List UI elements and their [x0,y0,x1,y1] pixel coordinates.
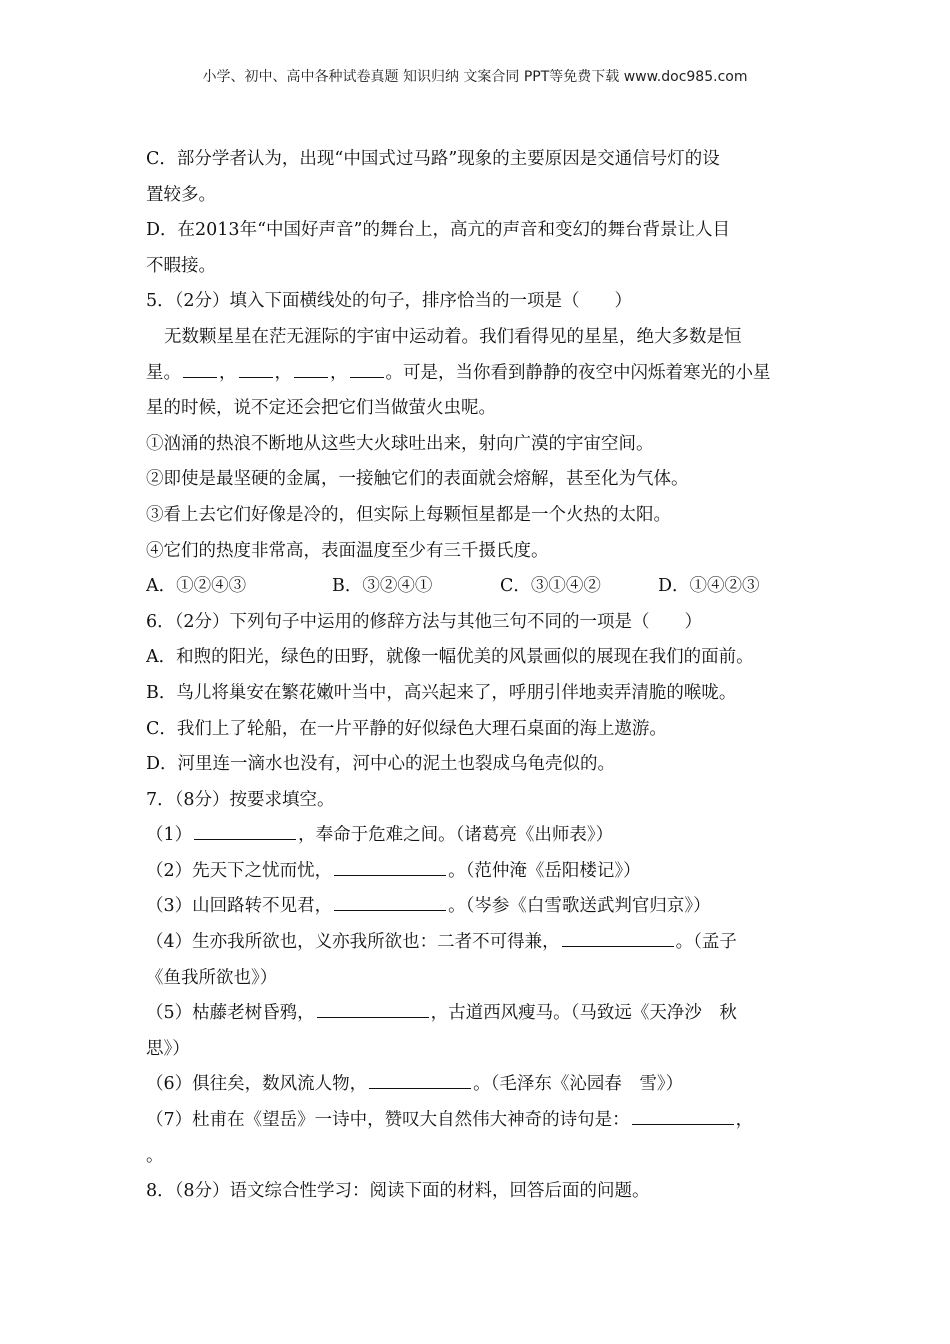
q8-stem: 8．（8分）语文综合性学习：阅读下面的材料，回答后面的问题。 [146,1181,650,1202]
q5-sentence-1: ①汹涌的热浪不断地从这些大火球吐出来，射向广漠的宇宙空间。 [146,433,654,454]
answer-blank[interactable] [632,1106,734,1125]
q5-option-a[interactable]: A．①②④③ [146,576,247,597]
q7-item-7-cont: 。 [146,1145,164,1166]
q6-option-a[interactable]: A．和煦的阳光，绿色的田野，就像一幅优美的风景画似的展现在我们的面前。 [146,647,754,668]
q5-passage-line1: 无数颗星星在茫无涯际的宇宙中运动着。我们看得见的星星，绝大多数是恒 [164,326,742,347]
q5-sentence-4: ④它们的热度非常高，表面温度至少有三千摄氏度。 [146,540,549,561]
q4-option-c-line1: C．部分学者认为，出现“中国式过马路”现象的主要原因是交通信号灯的设 [146,149,720,169]
q7-item-5: （5）枯藤老树昏鸦， ，古道西风瘦马。（马致远《天净沙 秋 [146,996,808,1032]
answer-blank[interactable] [317,999,429,1018]
q5-sentence-3: ③看上去它们好像是冷的，但实际上每颗恒星都是一个火热的太阳。 [146,504,671,525]
q7-item-5-cont: 思》） [146,1038,190,1059]
answer-blank[interactable] [350,358,384,377]
q7-item-4-cont: 《鱼我所欲也》） [146,967,278,988]
q7-item-6: （6）俱往矣，数风流人物， 。（毛泽东《沁园春 雪》） [146,1067,808,1103]
q6-option-b[interactable]: B．鸟儿将巢安在繁花嫩叶当中，高兴起来了，呼朋引伴地卖弄清脆的喉咙。 [146,682,737,703]
answer-blank[interactable] [294,358,328,377]
q5-option-c[interactable]: C．③①④② [500,576,601,597]
exam-body [146,142,808,1210]
q7-item-4: （4）生亦我所欲也，义亦我所欲也：二者不可得兼， 。（孟子 [146,925,808,961]
q5-sentence-2: ②即使是最坚硬的金属，一接触它们的表面就会熔解，甚至化为气体。 [146,469,689,490]
q7-item-1: （1） ，奉命于危难之间。（诸葛亮《出师表》） [146,818,808,854]
answer-blank[interactable] [183,358,217,377]
q5-stem: 5．（2分）填入下面横线处的句子，排序恰当的一项是（ ） [146,291,633,312]
q4-option-c-line2: 置较多。 [146,184,216,205]
q7-item-7: （7）杜甫在《望岳》一诗中，赞叹大自然伟大神奇的诗句是： ， [146,1103,808,1139]
answer-blank[interactable] [369,1070,471,1089]
q6-stem: 6．（2分）下列句子中运用的修辞方法与其他三句不同的一项是（ ） [146,611,703,632]
q5-passage-line2: 星。 ， ， ， 。可是，当你看到静静的夜空中闪烁着寒光的小星 [146,356,808,392]
q5-option-d[interactable]: D．①④②③ [658,576,760,597]
q7-item-2: （2）先天下之忧而忧， 。（范仲淹《岳阳楼记》） [146,854,808,890]
q6-option-d[interactable]: D．河里连一滴水也没有，河中心的泥土也裂成乌龟壳似的。 [146,754,616,775]
answer-blank[interactable] [334,857,446,876]
q7-stem: 7．（8分）按要求填空。 [146,789,335,810]
q5-option-b[interactable]: B．③②④① [332,576,433,597]
q4-option-d-line1: D．在2013年“中国好声音”的舞台上，高亢的声音和变幻的舞台背景让人目 [146,220,730,241]
q7-item-3: （3）山回路转不见君， 。（岑参《白雪歌送武判官归京》） [146,889,808,925]
answer-blank[interactable] [194,821,296,840]
q6-option-c[interactable]: C．我们上了轮船，在一片平静的好似绿色大理石桌面的海上遨游。 [146,718,667,739]
answer-blank[interactable] [239,358,273,377]
q5-options [146,569,808,605]
answer-blank[interactable] [562,928,674,947]
answer-blank[interactable] [334,892,446,911]
page-header: 小学、初中、高中各种试卷真题 知识归纳 文案合同 PPT等免费下载 www.doc985.com [202,69,748,85]
q4-option-d-line2: 不暇接。 [146,255,216,276]
q5-passage-line3: 星的时候，说不定还会把它们当做萤火虫呢。 [146,398,496,419]
